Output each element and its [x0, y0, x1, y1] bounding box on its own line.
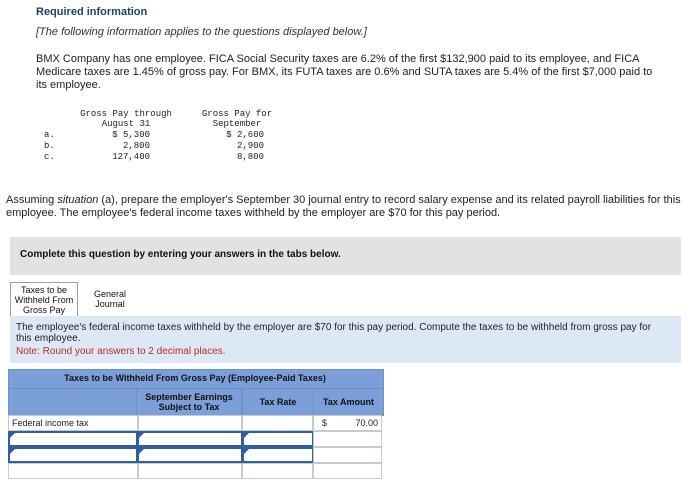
rounding-note: Note: Round your answers to 2 decimal places. — [16, 346, 226, 357]
complete-question-label: Complete this question by entering your answers in the tabs below. — [20, 249, 341, 260]
earnings-input-2[interactable] — [137, 431, 243, 447]
tax-rate-cell-1 — [242, 415, 313, 431]
earnings-input-3[interactable] — [137, 447, 243, 463]
tax-amount-cell-1 — [313, 415, 382, 431]
tax-label-input-3[interactable] — [8, 447, 138, 463]
tax-amount-cell-3 — [313, 447, 382, 463]
required-information-note: [The following information applies to the questions displayed below.] — [36, 26, 367, 38]
tax-rate-cell-4 — [242, 463, 313, 479]
col-header-line-1: Gross Pay for — [201, 109, 273, 119]
tab-general-journal-label: General Journal — [93, 289, 127, 309]
input-marker-icon — [244, 449, 249, 454]
col-header-gross-pay-september — [194, 109, 280, 129]
table-row-label-1: Federal income tax — [8, 415, 138, 431]
tax-amount-cell-4 — [313, 463, 382, 479]
table-row-empty-4 — [8, 463, 138, 479]
col-header-line-2: August 31 — [101, 119, 151, 129]
earnings-cell-4 — [138, 463, 242, 479]
tax-rate-input-2[interactable] — [242, 431, 314, 447]
table-header-tax-rate: Tax Rate — [242, 388, 314, 416]
table-header-blank — [8, 388, 137, 416]
input-marker-icon — [139, 449, 144, 454]
input-marker-icon — [244, 433, 249, 438]
situation-label-b: b. — [44, 141, 55, 151]
earnings-cell-1 — [138, 415, 242, 431]
question-instruction — [6, 194, 694, 220]
instruction-text-end: (a), prepare the employer's September 30 journal entry to record salary expense and its related payroll liabilities for this employee. The employee's federal income taxes withheld by the employer are $70 for this pay period. — [6, 194, 681, 219]
tab-taxes-withheld-label: Taxes to be Withheld From Gross Pay — [14, 285, 74, 315]
aug-value-c: 127,400 — [112, 152, 150, 162]
tab-general-journal[interactable] — [84, 286, 136, 312]
panel-instruction-text: The employee's federal income taxes withheld by the employer are $70 for this pay period. Compute the taxes to be withheld from gross pay for this employee. — [16, 322, 652, 344]
tax-amount-cell-2 — [313, 431, 382, 447]
sep-value-b: 2,900 — [236, 141, 264, 151]
problem-intro: BMX Company has one employee. FICA Social Security taxes are 6.2% of the first $132,900 paid to its employee, and FICA Medicare taxes are 1.45% of gross pay. For BMX, its FUTA taxes are 0.6% and SUTA taxes are 5.4% of the first $7,000 paid to its employee. — [36, 53, 653, 91]
instruction-text-start: Assuming — [6, 194, 58, 206]
col-header-gross-pay-august — [74, 109, 178, 129]
table-title: Taxes to be Withheld From Gross Pay (Employee-Paid Taxes) — [64, 373, 326, 383]
instruction-text-italic: situation — [57, 194, 99, 206]
tax-amount-value: 70.00 — [355, 418, 378, 428]
tab-taxes-withheld[interactable] — [10, 282, 78, 317]
table-header-tax-amount: Tax Amount — [313, 388, 384, 416]
input-marker-icon — [10, 433, 15, 438]
situation-label-c: c. — [44, 152, 55, 162]
currency-symbol: $ — [322, 418, 328, 428]
col-header-line-2: September — [212, 119, 262, 129]
required-information-title: Required information — [36, 6, 148, 18]
aug-value-b: 2,800 — [122, 141, 150, 151]
input-marker-icon — [139, 433, 144, 438]
sep-value-a: $ 2,600 — [226, 130, 264, 140]
tax-rate-input-3[interactable] — [242, 447, 314, 463]
input-marker-icon — [10, 449, 15, 454]
col-header-line-1: Gross Pay through — [80, 109, 172, 119]
aug-value-a: $ 5,300 — [112, 130, 150, 140]
table-header-september-earnings: September Earnings Subject to Tax — [136, 388, 242, 416]
sep-value-c: 8,800 — [236, 152, 264, 162]
tax-label-input-2[interactable] — [8, 431, 138, 447]
situation-label-a: a. — [44, 130, 55, 140]
